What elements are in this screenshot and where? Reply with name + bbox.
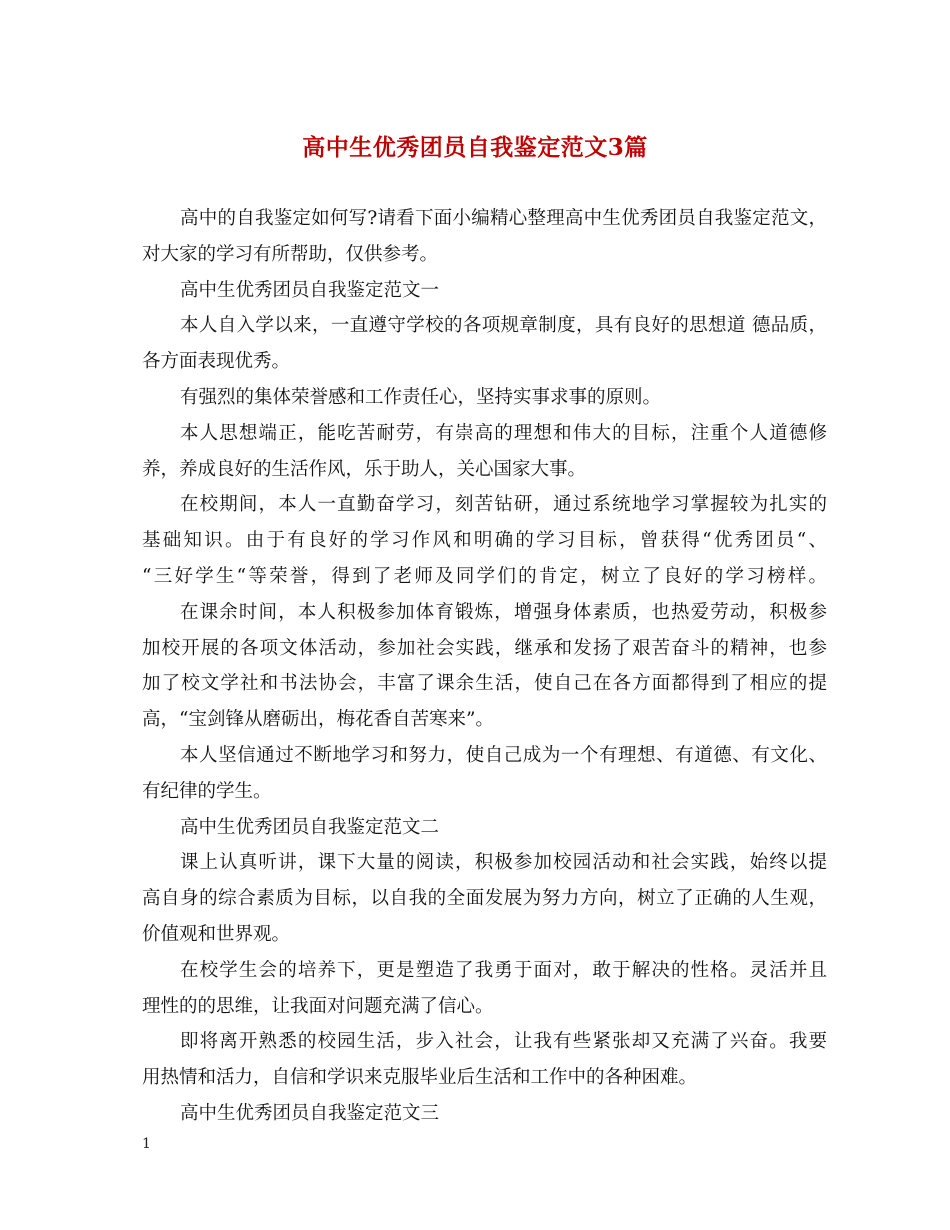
document-title: 高中生优秀团员自我鉴定范文3篇 [302,134,648,161]
page-number: 1 [142,1136,151,1152]
paragraph-line: 各方面表现优秀。 [142,351,291,373]
paragraph-line: 在校学生会的培养下，更是塑造了我勇于面对，敢于解决的性格。灵活并且 [180,959,827,981]
paragraph-line: 养，养成良好的生活作风，乐于助人，关心国家大事。 [142,458,587,480]
paragraph-line: 在校期间，本人一直勤奋学习，刻苦钻研，通过系统地学习掌握较为扎实的 [180,494,827,516]
paragraph-line: 高自身的综合素质为目标，以自我的全面发展为努力方向，树立了正确的人生观， [142,888,827,910]
paragraph-line: 本人思想端正，能吃苦耐劳，有崇高的理想和伟大的目标，注重个人道德修 [180,422,827,444]
section-heading: 高中生优秀团员自我鉴定范文二 [180,816,440,838]
paragraph-line: 即将离开熟悉的校园生活，步入社会，让我有些紧张却又充满了兴奋。我要 [180,1031,827,1053]
paragraph-line: 课上认真听讲，课下大量的阅读，积极参加校园活动和社会实践，始终以提 [180,852,827,874]
paragraph-line: “三好学生“等荣誉，得到了老师及同学们的肯定，树立了良好的学习榜样。 [142,565,827,587]
paragraph-line: 加了校文学社和书法协会，丰富了课余生活，使自己在各方面都得到了相应的提 [142,673,827,695]
paragraph-line: 高中的自我鉴定如何写?请看下面小编精心整理高中生优秀团员自我鉴定范文， [180,208,827,229]
paragraph-line: 有强烈的集体荣誉感和工作责任心，坚持实事求事的原则。 [180,386,662,408]
paragraph-line: 用热情和活力，自信和学识来克服毕业后生活和工作中的各种困难。 [142,1067,698,1089]
paragraph-line: 加校开展的各项文体活动，参加社会实践，继承和发扬了艰苦奋斗的精神，也参 [142,637,827,659]
paragraph-line: 对大家的学习有所帮助，仅供参考。 [142,243,439,265]
document-body [142,201,827,1132]
paragraph-line: 本人自入学以来，一直遵守学校的各项规章制度，具有良好的思想道 德品质， [180,315,827,337]
section-heading: 高中生优秀团员自我鉴定范文三 [180,1102,440,1124]
paragraph-line: 高，“宝剑锋从磨砺出，梅花香自苦寒来”。 [142,709,494,731]
paragraph-line: 理性的的思维，让我面对问题充满了信心。 [142,995,494,1017]
paragraph-line: 本人坚信通过不断地学习和努力，使自己成为一个有理想、有道德、有文化、 [180,744,827,766]
paragraph-line: 价值观和世界观。 [142,923,291,945]
paragraph-line: 基础知识。由于有良好的学习作风和明确的学习目标，曾获得“优秀团员“、 [142,530,827,552]
section-heading: 高中生优秀团员自我鉴定范文一 [180,279,440,301]
paragraph-line: 有纪律的学生。 [142,780,272,802]
paragraph-line: 在课余时间，本人积极参加体育锻炼，增强身体素质，也热爱劳动，积极参 [180,601,827,623]
